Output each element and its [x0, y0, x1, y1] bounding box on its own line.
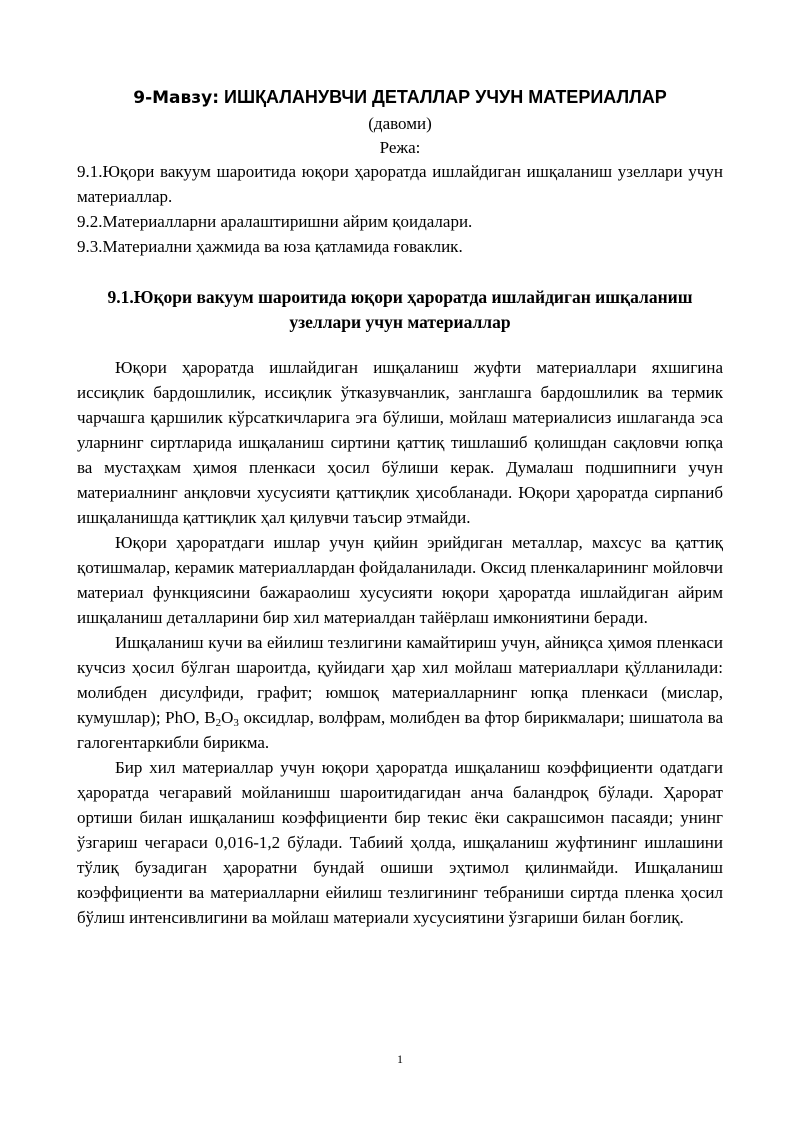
subscript-3: 3: [233, 717, 239, 729]
page-title: [0, 86, 800, 109]
section-heading: 9.1.Юқори вакуум шароитида юқори ҳароратда ишлайдиган ишқаланиш узеллари учун материаллар: [107, 287, 693, 332]
paragraph-2: Юқори ҳароратдаги ишлар учун қийин эрийдиган металлар, махсус ва қаттиқ қотишмалар, керамик материаллардан фойдаланилади. Оксид пленкаларининг мойловчи материал функциясини бажараолиш хусусияти юқори ҳароратда ишлайдиган айрим ишқаланиш деталларини бир хил материалдан тайёрлаш имкониятини беради.: [77, 533, 723, 627]
paragraph-3-text-end: оксидлар, волфрам, молибден ва фтор бирикмалари; шишатола ва галогентаркибли бирикма.: [77, 708, 723, 752]
paragraph-3: [77, 630, 723, 755]
plan-item-3: 9.3.Материални ҳажмида ва юза қатламида ғоваклик.: [77, 237, 463, 256]
paragraph-4: Бир хил материаллар учун юқори ҳароратда ишқаланиш коэффициенти одатдаги ҳароратда чегаравий мойланишш шароитидагидан анча баландроқ бўлади. Ҳарорат ортиши билан ишқаланиш коэффициенти бир текис ёки сакрашсимон пасаяди; унинг ўзгариш чегараси 0,016-1,2 бўлади. Табиий ҳолда, ишқаланиш жуфтининг ишлашини тўлиқ бузадиган ҳароратни бундай ошиши эҳтимол қилинмайди. Ишқаланиш коэффициенти ва материалларни ейилиш тезлигининг тебраниши сиртда пленка ҳосил бўлиш интенсивлигини ва мойлаш материали хусусиятини ўзгариши билан боғлиқ.: [77, 758, 723, 927]
paragraph-3-oxygen: O: [221, 708, 234, 727]
plan-label: Режа:: [379, 138, 421, 157]
page-number: 1: [397, 1052, 403, 1066]
plan-list: [77, 159, 723, 259]
subscript-2: 2: [215, 717, 222, 729]
paragraph-3-text-start: Ишқаланиш кучи ва ейилиш тезлигини камайтириш учун, айниқса ҳимоя пленкаси кучсиз ҳосил бўлган шароитда, қуйидаги ҳар хил мойлаш материаллари қўлланилади: молибден дисулфиди, графит; юмшоқ материалларнинг юпқа пленкаси (мислар, кумушлар); PhO, B: [77, 633, 723, 727]
title-text: ИШҚАЛАНУВЧИ ДЕТАЛЛАР УЧУН МАТЕРИАЛЛАР: [219, 87, 667, 107]
plan-item-1: 9.1.Юқори вакуум шароитида юқори ҳароратда ишлайдиган ишқаланиш узеллари учун материаллар.: [77, 162, 723, 206]
body-text: [77, 355, 723, 930]
paragraph-1: Юқори ҳароратда ишлайдиган ишқаланиш жуфти материаллари яхшигина иссиқлик бардошлилик, иссиқлик ўтказувчанлик, занглашга бардошлилик ва термик чарчашга қаршилик кўрсаткичларига эга бўлиши, мойлаш материалисиз ишлаганда эса уларнинг сиртларида ишқаланиш сиртини қаттиқ тишлашиб қолишдан сақловчи юпқа ва мустаҳкам ҳимоя пленкаси ҳосил бўлиши керак. Думалаш подшипниги учун материалнинг анқловчи хусусияти қаттиқлик ҳисобланади. Юқори ҳароратда сирпаниб ишқаланишда қаттиқлик ҳал қилувчи таъсир этмайди.: [77, 358, 723, 527]
title-topic-number: 9-Мавзу:: [133, 88, 220, 108]
plan-item-2: 9.2.Материалларни аралаштиришни айрим қоидалари.: [77, 212, 473, 231]
continued-note: (давоми): [368, 114, 432, 133]
